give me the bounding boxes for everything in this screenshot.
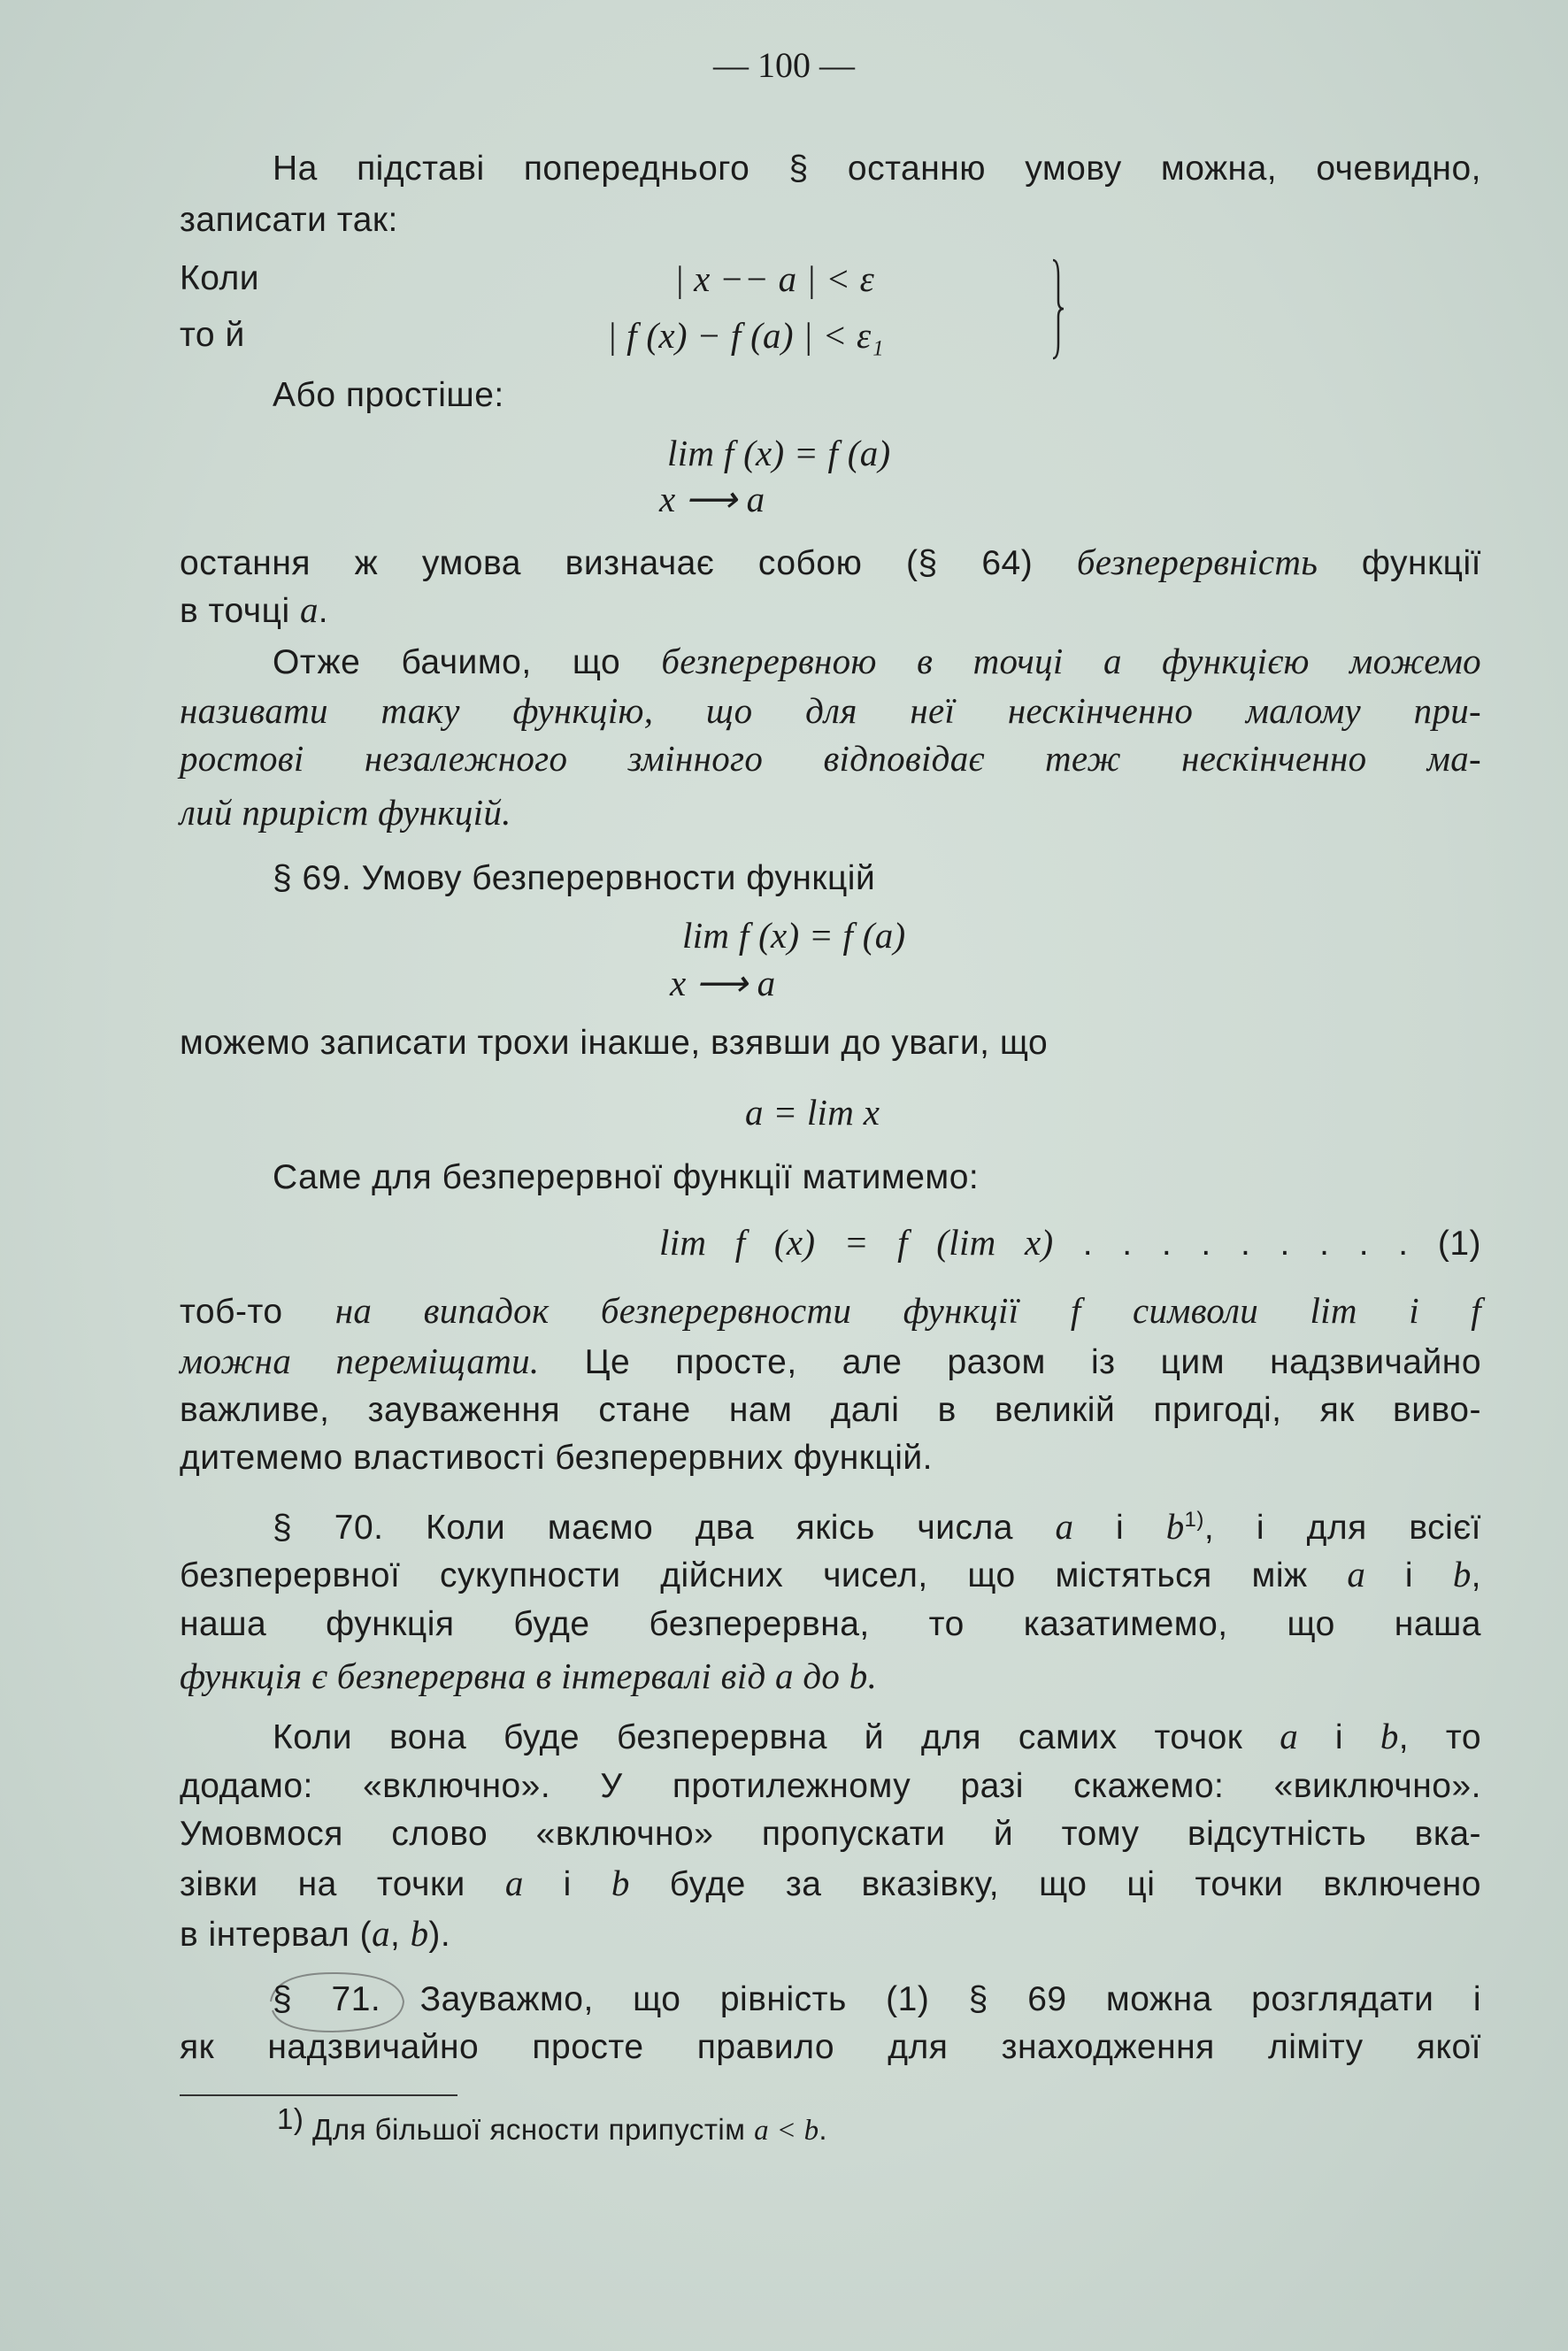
- text-line: [745, 1087, 880, 1139]
- text-line: [273, 1153, 979, 1202]
- text-span: то й: [180, 316, 245, 354]
- text-line: [180, 1336, 1481, 1387]
- italic-text: a: [1055, 1506, 1074, 1547]
- text-line: [659, 1218, 1481, 1269]
- text-span: (1): [1437, 1225, 1482, 1263]
- text-line: [180, 1018, 1048, 1068]
- text-span: в точці: [180, 592, 300, 630]
- italic-text: a: [299, 589, 319, 630]
- text-span: .: [819, 2113, 828, 2146]
- footnote-ref: 1): [277, 2102, 304, 2135]
- text-span: Умовмося слово «включно» пропускати й тому відсутність вка-: [180, 1815, 1481, 1853]
- italic-text: lim f (x) = f (a): [667, 433, 891, 473]
- italic-text: b: [1452, 1554, 1472, 1594]
- text-line: [180, 1433, 933, 1483]
- footnote-ref: 1): [1184, 1508, 1204, 1532]
- text-line: [273, 636, 1481, 688]
- text-line: [180, 537, 1481, 588]
- text-span: записати так:: [180, 201, 398, 239]
- text-line: [670, 958, 775, 1010]
- text-span: ,: [389, 1916, 411, 1954]
- italic-text: a: [372, 1913, 390, 1954]
- text-line: [674, 254, 874, 305]
- text-span: Саме для безперервної функції матимемо:: [273, 1158, 980, 1196]
- text-line: [273, 854, 875, 903]
- text-span: § 71. Зауважмо, що рівність (1) § 69 можна розглядати і: [273, 1980, 1481, 2018]
- italic-text: b: [611, 1863, 630, 1903]
- italic-text: на випадок безперервности функції f символи lim і f: [334, 1290, 1481, 1331]
- text-line: [180, 1286, 1481, 1337]
- italic-text: називати таку функцію, що для неї нескінченно малому при-: [180, 690, 1481, 731]
- text-span: можемо записати трохи інакше, взявши до уваги, що: [180, 1024, 1049, 1062]
- text-span: і: [523, 1865, 611, 1903]
- text-span: . . . . . . . . .: [1053, 1225, 1438, 1263]
- text-span: як надзвичайно просте правило для знаходження ліміту якої: [180, 2028, 1481, 2066]
- text-span: На підставі попереднього § останню умову можна, очевидно,: [273, 150, 1481, 188]
- text-span: важливе, зауваження стане нам далі в великій пригоді, як виво-: [180, 1391, 1481, 1429]
- text-line: [180, 311, 245, 360]
- text-span: , і для всієї: [1203, 1509, 1481, 1547]
- page-number: — 100 —: [713, 45, 855, 85]
- italic-text: a: [1280, 1716, 1299, 1756]
- italic-text: можна переміщати.: [180, 1341, 540, 1381]
- text-span: безперервної сукупности дійсних чисел, що містяться між: [180, 1556, 1348, 1594]
- text-line: [607, 311, 884, 362]
- text-span: і: [1073, 1509, 1166, 1547]
- italic-text: x ⟶ a: [659, 479, 765, 519]
- italic-text: функція є безперервна в інтервалі від a до b.: [180, 1656, 878, 1696]
- italic-text: b: [1380, 1716, 1399, 1756]
- text-line: [180, 1809, 1481, 1859]
- text-span: ).: [428, 1916, 451, 1954]
- italic-text: x ⟶ a: [670, 963, 776, 1003]
- text-line: [180, 686, 1481, 737]
- italic-text: lim f (x) = f (lim x): [659, 1222, 1054, 1263]
- italic-text: b: [410, 1913, 429, 1954]
- text-line: [180, 585, 328, 636]
- text-line: [682, 910, 906, 962]
- italic-text: лий приріст функцій.: [180, 792, 511, 833]
- text-span: і: [1298, 1718, 1380, 1756]
- text-line: [277, 2102, 828, 2155]
- italic-text: a: [504, 1863, 524, 1903]
- text-span: функції: [1318, 544, 1481, 582]
- text-span: в інтервал (: [180, 1916, 373, 1954]
- text-line: [180, 1386, 1481, 1435]
- text-span: тоб-то: [180, 1293, 335, 1331]
- text-line: [180, 1909, 450, 1960]
- text-span: наша функція буде безперервна, то казатимемо, що наша: [180, 1605, 1481, 1643]
- text-span: Коли: [180, 259, 260, 297]
- italic-text: a = lim x: [745, 1092, 880, 1133]
- text-span: Або простіше:: [273, 376, 504, 414]
- italic-text: a: [1347, 1554, 1366, 1594]
- italic-text: | f (x) − f (a) | < ε₁: [607, 315, 884, 356]
- text-line: [180, 734, 1481, 785]
- text-line: [180, 1651, 877, 1702]
- text-span: ,: [1471, 1556, 1481, 1594]
- text-line: [273, 1711, 1481, 1763]
- text-span: і: [1365, 1556, 1453, 1594]
- text-span: § 70. Коли маємо два якісь числа: [273, 1509, 1056, 1547]
- text-span: Це просте, але разом із цим надзвичайно: [539, 1343, 1482, 1381]
- text-span: остання ж умова визначає собою (§ 64): [180, 544, 1077, 582]
- text-line: [180, 1600, 1481, 1649]
- text-line: [180, 1762, 1481, 1811]
- text-line: [273, 1975, 1481, 2024]
- italic-text: безперервність: [1076, 542, 1318, 582]
- text-span: § 69. Умову безперервности функцій: [273, 859, 876, 897]
- italic-text: lim f (x) = f (a): [682, 915, 906, 956]
- text-span: додамо: «включно». У протилежному разі скажемо: «виключно».: [180, 1767, 1481, 1805]
- text-line: [273, 371, 504, 420]
- text-line: [180, 254, 259, 303]
- text-line: [180, 2023, 1481, 2072]
- italic-text: безперервною в точці a функцією можемо: [661, 641, 1481, 681]
- text-span: буде за вказівку, що ці точки включено: [629, 1865, 1481, 1903]
- text-line: [273, 144, 1481, 194]
- text-span: Коли вона буде безперервна й для самих точок: [273, 1718, 1280, 1756]
- right-brace: [1049, 258, 1067, 360]
- text-span: .: [318, 592, 329, 630]
- italic-text: | x −− a | < ε: [674, 258, 875, 299]
- footnote-rule: [180, 2094, 457, 2096]
- text-line: [180, 1858, 1481, 1909]
- italic-text: b: [1165, 1506, 1185, 1547]
- italic-text: ростові незалежного змінного відповідає теж нескінченно ма-: [180, 738, 1481, 779]
- text-line: [180, 1549, 1481, 1601]
- italic-text: a < b: [754, 2115, 819, 2147]
- text-line: [659, 474, 765, 526]
- text-span: дитемемо властивості безперервних функцій.: [180, 1439, 933, 1477]
- text-span: зівки на точки: [180, 1865, 505, 1903]
- text-span: Отже бачимо, що: [273, 643, 662, 681]
- text-line: [273, 1502, 1481, 1553]
- text-line: [180, 196, 398, 245]
- text-line: [667, 428, 891, 480]
- text-span: Для більшої ясности припустім: [304, 2113, 755, 2146]
- text-span: , то: [1398, 1718, 1482, 1756]
- text-line: [180, 788, 511, 839]
